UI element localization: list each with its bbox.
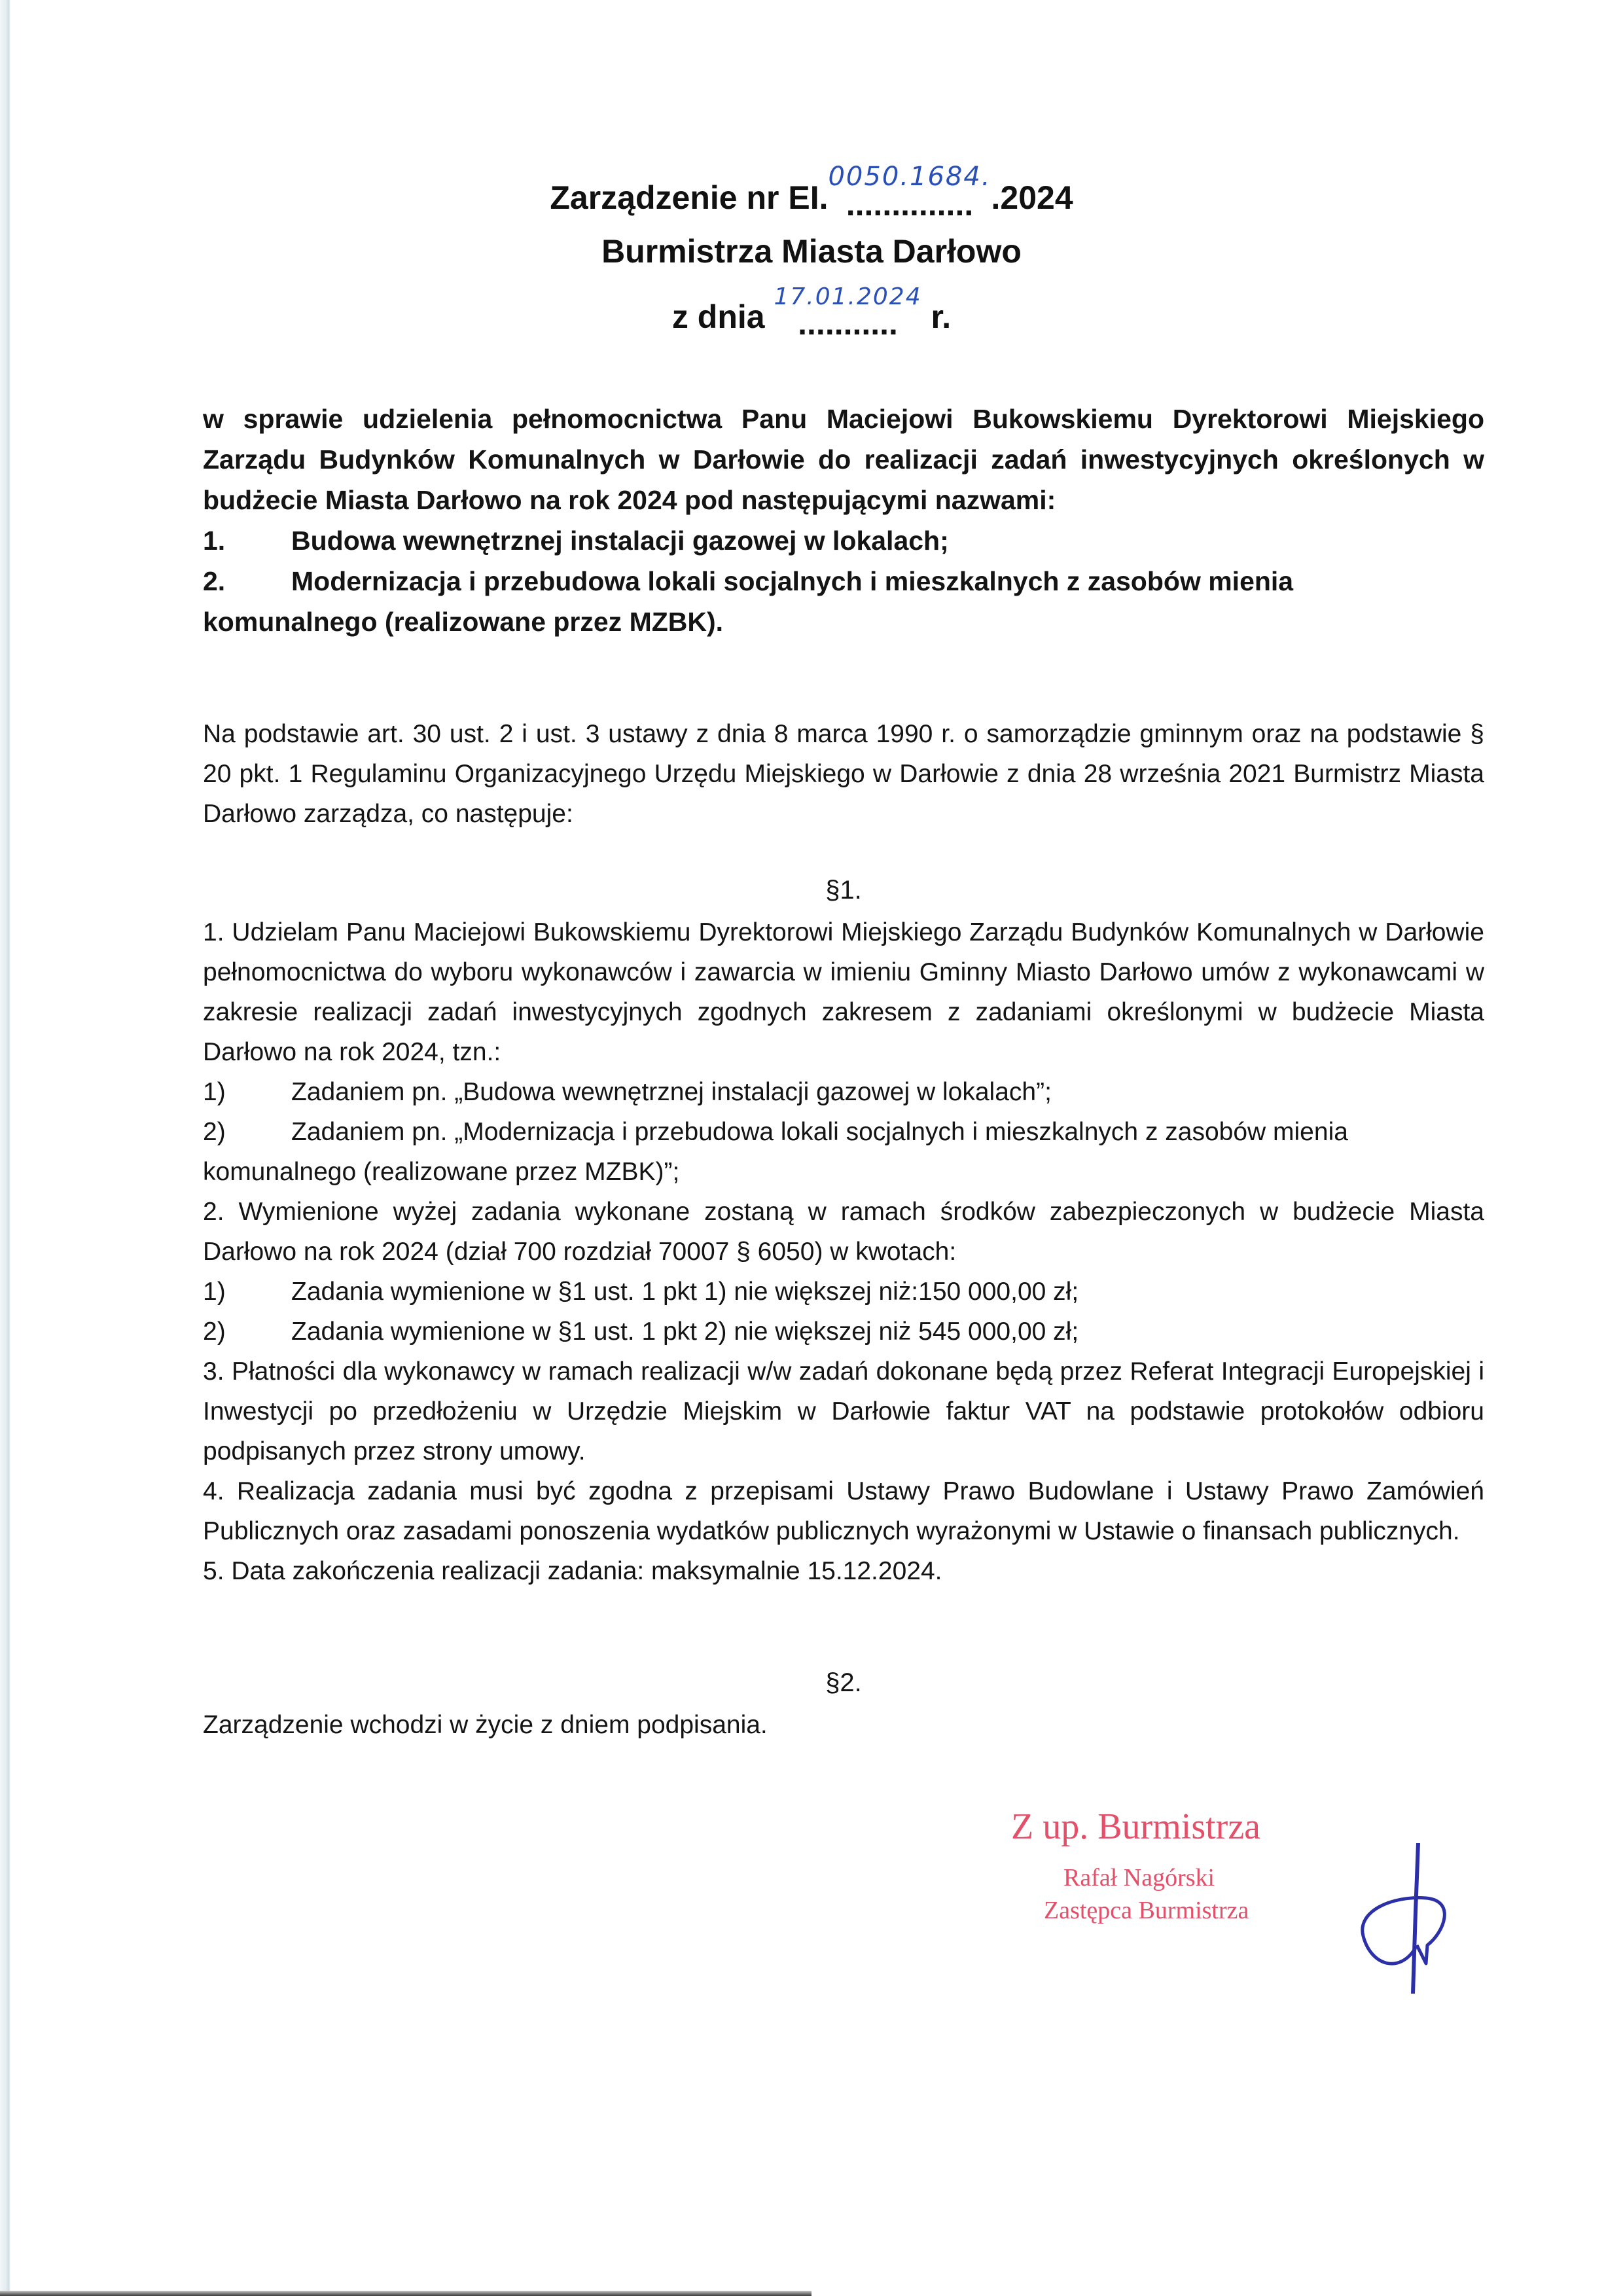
subject-item bbox=[203, 520, 1484, 561]
section-1-paragraph-4: 4. Realizacja zadania musi być zgodna z przepisami Ustawy Prawo Budowlane i Ustawy Prawo Zamówień Publicznych oraz zasadami ponoszenia wydatków publicznych wyrażonymi w Ustawie o finansach publicznych. bbox=[203, 1477, 1484, 1545]
document-issuer: Burmistrza Miasta Darłowo bbox=[601, 233, 1022, 270]
section-1-paragraph-1: 1. Udzielam Panu Maciejowi Bukowskiemu Dyrektorowi Miejskiego Zarządu Budynków Komunalnych w Darłowie pełnomocnictwa do wyboru wykonawców i zawarcia w imieniu Gminny Miasto Darłowo umów z wykonawcami w zakresie realizacji zadań inwestycyjnych zgodnych zakresem z zadaniami określonymi w budżecie Miasta Darłowo na rok 2024, tzn.: bbox=[203, 918, 1484, 1066]
subject-item-text: Modernizacja i przebudowa lokali socjalnych i mieszkalnych z zasobów mienia bbox=[291, 566, 1294, 596]
title-dots: .............. bbox=[846, 186, 974, 223]
task-list-text: Zadaniem pn. „Budowa wewnętrznej instalacji gazowej w lokalach”; bbox=[291, 1078, 1052, 1106]
task-list-number: 2) bbox=[203, 1118, 226, 1146]
amount-list-text: Zadania wymienione w §1 ust. 1 pkt 2) nie większej niż 545 000,00 zł; bbox=[291, 1318, 1079, 1346]
legal-basis bbox=[203, 714, 1484, 834]
section-1 bbox=[203, 912, 1484, 1591]
subject-intro: w sprawie udzielenia pełnomocnictwa Panu Maciejowi Bukowskiemu Dyrektorowi Miejskiego Zarządu Budynków Komunalnych w Darłowie do realizacji zadań inwestycyjnych określonych w budżecie Miasta Darłowo na rok 2024 pod następującymi nazwami: bbox=[203, 404, 1484, 515]
section-2 bbox=[203, 1705, 1484, 1745]
scan-bottom-edge bbox=[0, 2291, 812, 2296]
section-2-heading: §2. bbox=[825, 1668, 862, 1697]
official-stamp bbox=[1011, 1804, 1482, 1927]
section-2-text: Zarządzenie wchodzi w życie z dniem podpisania. bbox=[203, 1711, 768, 1739]
document-date-line bbox=[0, 283, 1623, 342]
task-list-continuation: komunalnego (realizowane przez MZBK)”; bbox=[203, 1158, 680, 1186]
title-number-field bbox=[828, 162, 991, 223]
date-dots: ........... bbox=[798, 305, 898, 342]
handwritten-document-number: 0050.1684. bbox=[828, 162, 991, 192]
amount-list-item bbox=[203, 1312, 1484, 1352]
amount-list-text: Zadania wymienione w §1 ust. 1 pkt 1) nie większej niż:150 000,00 zł; bbox=[291, 1278, 1079, 1306]
subject-block bbox=[203, 399, 1484, 642]
date-suffix: r. bbox=[921, 298, 952, 335]
section-1-paragraph-2: 2. Wymienione wyżej zadania wykonane zostaną w ramach środków zabezpieczonych w budżecie Miasta Darłowo na rok 2024 (dział 700 rozdział 70007 § 6050) w kwotach: bbox=[203, 1198, 1484, 1266]
section-1-paragraph-5: 5. Data zakończenia realizacji zadania: maksymalnie 15.12.2024. bbox=[203, 1557, 942, 1585]
subject-item-number: 1. bbox=[203, 526, 226, 556]
title-prefix: Zarządzenie nr EI. bbox=[550, 179, 829, 216]
task-list-item bbox=[203, 1112, 1484, 1152]
task-list-item bbox=[203, 1072, 1484, 1112]
stamp-authority-line: Z up. Burmistrza bbox=[1011, 1806, 1261, 1847]
subject-item-number: 2. bbox=[203, 566, 226, 596]
date-field bbox=[774, 283, 922, 342]
subject-item-text: Budowa wewnętrznej instalacji gazowej w lokalach; bbox=[291, 526, 949, 556]
stamp-name-line: Rafał Nagórski bbox=[1063, 1864, 1215, 1892]
subject-item-continuation: komunalnego (realizowane przez MZBK). bbox=[203, 607, 724, 637]
task-list-number: 1) bbox=[203, 1078, 226, 1106]
stamp-position-line: Zastępca Burmistrza bbox=[1044, 1897, 1249, 1924]
scan-left-edge bbox=[0, 0, 10, 2296]
amount-list-number: 2) bbox=[203, 1318, 226, 1346]
document-title bbox=[0, 162, 1623, 223]
section-1-paragraph-3: 3. Płatności dla wykonawcy w ramach realizacji w/w zadań dokonane będą przez Referat Integracji Europejskiej i Inwestycji po przedłożeniu w Urzędzie Miejskim w Darłowie faktur VAT na podstawie protokołów odbioru podpisanych przez strony umowy. bbox=[203, 1357, 1484, 1465]
section-1-heading: §1. bbox=[825, 876, 862, 905]
handwritten-date: 17.01.2024 bbox=[774, 283, 922, 310]
legal-basis-text: Na podstawie art. 30 ust. 2 i ust. 3 ustawy z dnia 8 marca 1990 r. o samorządzie gminnym oraz na podstawie § 20 pkt. 1 Regulaminu Organizacyjnego Urzędu Miejskiego w Darłowie z dnia 28 września 2021 Burmistrz Miasta Darłowo zarządza, co następuje: bbox=[203, 720, 1484, 828]
subject-item bbox=[203, 561, 1484, 601]
signoff-block bbox=[1011, 1804, 1482, 1994]
amount-list-number: 1) bbox=[203, 1278, 226, 1306]
title-year: .2024 bbox=[991, 179, 1073, 216]
task-list-text: Zadaniem pn. „Modernizacja i przebudowa lokali socjalnych i mieszkalnych z zasobów mienia bbox=[291, 1118, 1348, 1146]
amount-list-item bbox=[203, 1272, 1484, 1312]
date-prefix: z dnia bbox=[671, 298, 774, 335]
title-block bbox=[0, 162, 1623, 342]
